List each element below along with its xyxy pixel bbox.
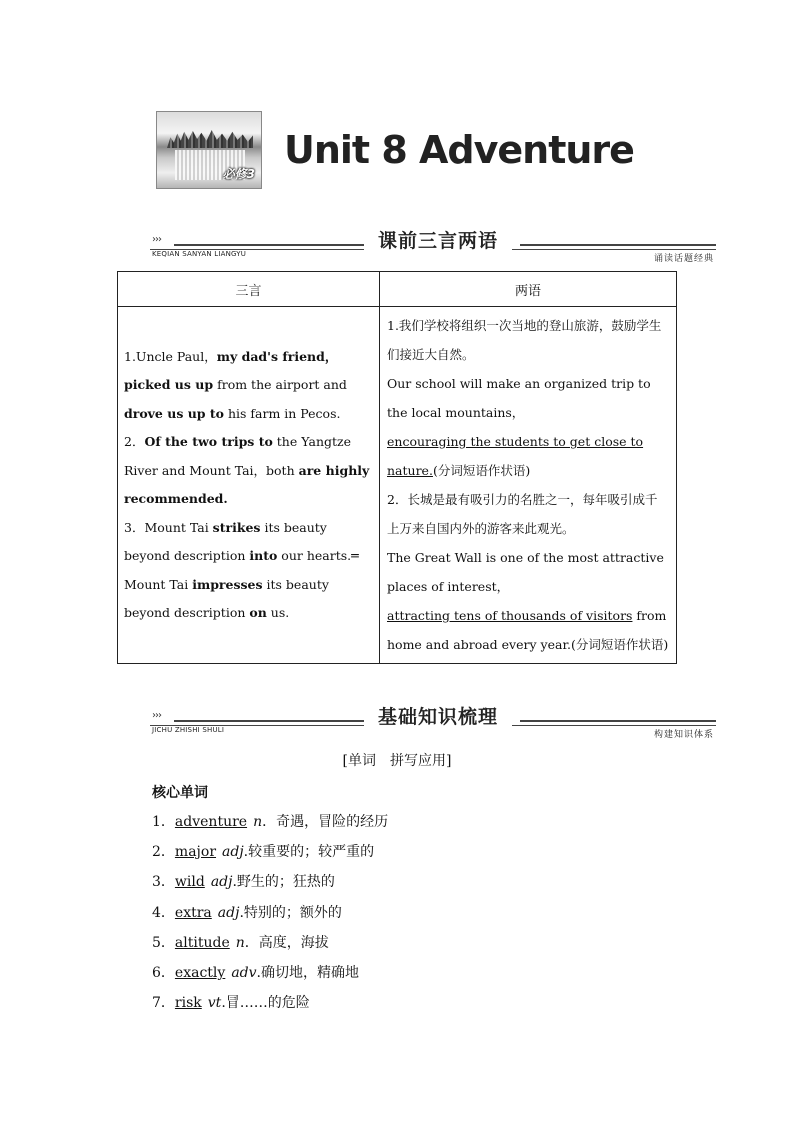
vocab-list: [152, 810, 388, 1021]
section-tag: 构建知识体系: [653, 730, 714, 740]
sentence-2: 2．Of the two trips to the Yangtze River and Mount Tai，both are highly recommended.: [124, 434, 370, 506]
list-item: 3．wild adj.野生的；狂热的: [152, 874, 335, 891]
en-sentence-1: Our school will make an organized trip to the local mountains， encouraging the students to get close to nature.(分词短语作状语): [387, 376, 651, 478]
section-tag: 诵读话题经典: [653, 254, 714, 264]
cn-sentence-1: 1.我们学校将组织一次当地的登山旅游，鼓励学生们接近大自然。: [387, 318, 662, 362]
list-item: 1．adventure n．奇遇，冒险的经历: [152, 814, 389, 830]
divider: [520, 720, 716, 722]
section-bar-keqian: [150, 232, 716, 262]
table-header-left: 三言: [118, 272, 380, 307]
volume-badge: 必修3: [222, 167, 255, 181]
sentence-1: 1.Uncle Paul，my dad's friend， picked us up from the airport and drove us up to his farm in Pecos.: [124, 348, 347, 421]
en-sentence-2: The Great Wall is one of the most attractive places of interest， attracting tens of thousands of visitors from home and abroad every year.(分词短语作状语): [387, 550, 669, 652]
table-header-right: 两语: [380, 272, 677, 307]
vocab-subheading: [单词 拼写应用]: [342, 753, 452, 769]
list-item: 6．exactly adv.确切地，精确地: [152, 964, 359, 981]
sentence-3: 3．Mount Tai strikes its beauty beyond description into our hearts.═ Mount Tai impresses its beauty beyond description on us.: [124, 519, 359, 620]
section-bar-jichu: [150, 708, 716, 738]
section-pinyin: JICHU ZHISHI SHULI: [152, 726, 225, 734]
sanyan-liangyu-table: [117, 271, 677, 664]
section-pinyin: KEQIAN SANYAN LIANGYU: [152, 250, 247, 258]
list-item: 5．altitude n．高度，海拔: [152, 934, 329, 951]
section-heading: 课前三言两语: [364, 226, 512, 253]
chevrons-icon: ›››: [152, 710, 161, 721]
unit-cover-image: [156, 111, 262, 189]
list-item: 4．extra adj.特别的；额外的: [152, 904, 342, 921]
list-item: 2．major adj.较重要的；较严重的: [152, 844, 375, 861]
sanyan-cell: [118, 307, 380, 664]
unit-title: Unit 8 Adventure: [284, 128, 634, 172]
core-words-label: 核心单词: [152, 785, 208, 801]
section-heading: 基础知识梳理: [364, 702, 512, 729]
cn-sentence-2: 2．长城是最有吸引力的名胜之一，每年吸引成千上万来自国内外的游客来此观光。: [387, 492, 658, 536]
chevrons-icon: ›››: [152, 234, 161, 245]
list-item: 7．risk vt.冒……的危险: [152, 995, 310, 1012]
forest-silhouette: [167, 130, 253, 148]
liangyu-cell: [380, 307, 677, 664]
divider: [520, 244, 716, 246]
